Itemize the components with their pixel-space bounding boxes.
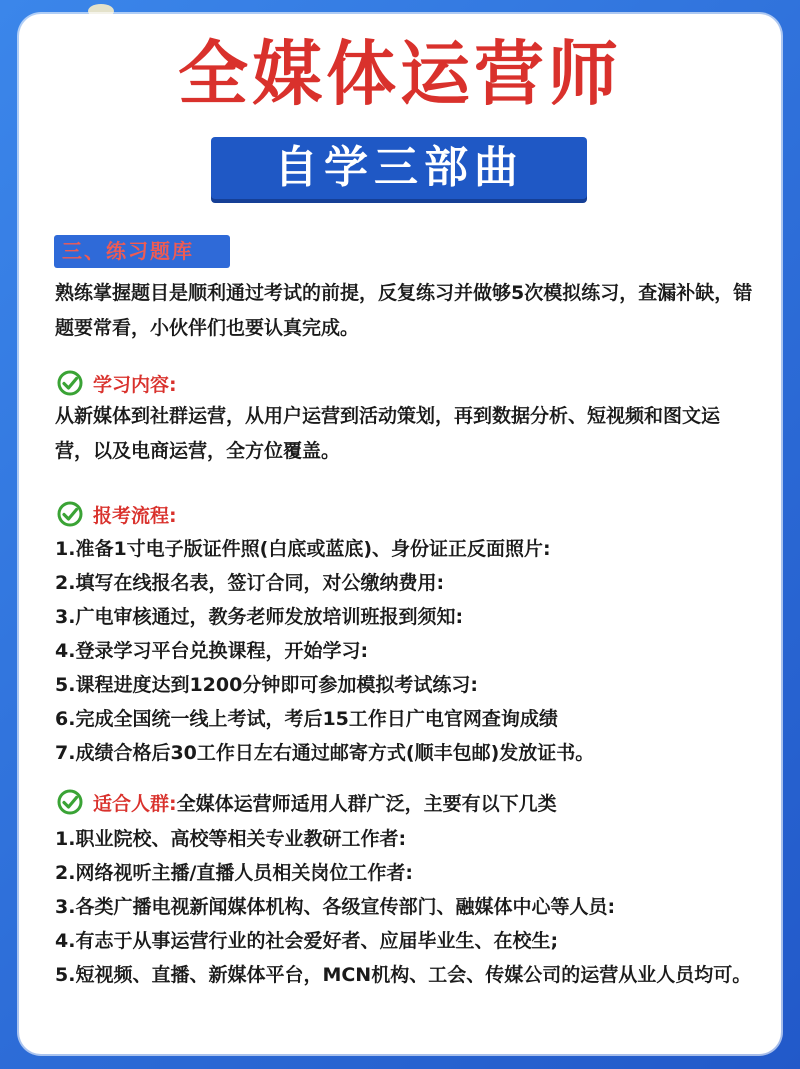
check-circle-icon bbox=[57, 501, 83, 527]
list-item: 5.短视频、直播、新媒体平台，MCN机构、工会、传媒公司的运营从业人员均可。 bbox=[55, 964, 752, 986]
content-text: 从新媒体到社群运营，从用户运营到活动策划，再到数据分析、短视频和图文运营，以及电商运营，全方位覆盖。 bbox=[55, 405, 721, 462]
subtitle-text: 自学三部曲 bbox=[274, 142, 524, 193]
content-heading bbox=[57, 369, 177, 397]
list-item: 4.登录学习平台兑换课程，开始学习: bbox=[55, 640, 369, 662]
list-item: 3.各类广播电视新闻媒体机构、各级宣传部门、融媒体中心等人员: bbox=[55, 896, 616, 918]
list-item: 1.职业院校、高校等相关专业教研工作者: bbox=[55, 828, 407, 850]
audience-intro: 全媒体运营师适用人群广泛，主要有以下几类 bbox=[176, 792, 557, 815]
process-list bbox=[55, 532, 765, 770]
content-label: 学习内容: bbox=[93, 373, 177, 396]
section-intro: 熟练掌握题目是顺利通过考试的前提，反复练习并做够5次模拟练习，查漏补缺，错题要常看，小伙伴们也要认真完成。 bbox=[55, 282, 753, 339]
check-circle-icon bbox=[57, 370, 83, 396]
audience-list bbox=[55, 822, 765, 992]
page-title: 全媒体运营师 bbox=[178, 33, 622, 115]
section-tag bbox=[54, 235, 230, 268]
list-item: 7.成绩合格后30工作日左右通过邮寄方式(顺丰包邮)发放证书。 bbox=[55, 742, 595, 764]
list-item: 3.广电审核通过，教务老师发放培训班报到须知: bbox=[55, 606, 464, 628]
list-item: 2.网络视听主播/直播人员相关岗位工作者: bbox=[55, 862, 413, 884]
audience-label: 适合人群: bbox=[93, 792, 177, 815]
check-circle-icon bbox=[57, 789, 83, 815]
section-tag-label: 三、练习题库 bbox=[62, 239, 194, 263]
subtitle-banner bbox=[211, 137, 587, 199]
list-item: 6.完成全国统一线上考试，考后15工作日广电官网查询成绩 bbox=[55, 708, 558, 730]
list-item: 1.准备1寸电子版证件照(白底或蓝底)、身份证正反面照片: bbox=[55, 538, 551, 560]
list-item: 2.填写在线报名表，签订合同，对公缴纳费用: bbox=[55, 572, 445, 594]
list-item: 5.课程进度达到1200分钟即可参加模拟考试练习: bbox=[55, 674, 478, 696]
list-item: 4.有志于从事运营行业的社会爱好者、应届毕业生、在校生; bbox=[55, 930, 559, 952]
process-heading bbox=[57, 500, 177, 528]
process-label: 报考流程: bbox=[93, 504, 177, 527]
audience-heading bbox=[57, 788, 557, 816]
